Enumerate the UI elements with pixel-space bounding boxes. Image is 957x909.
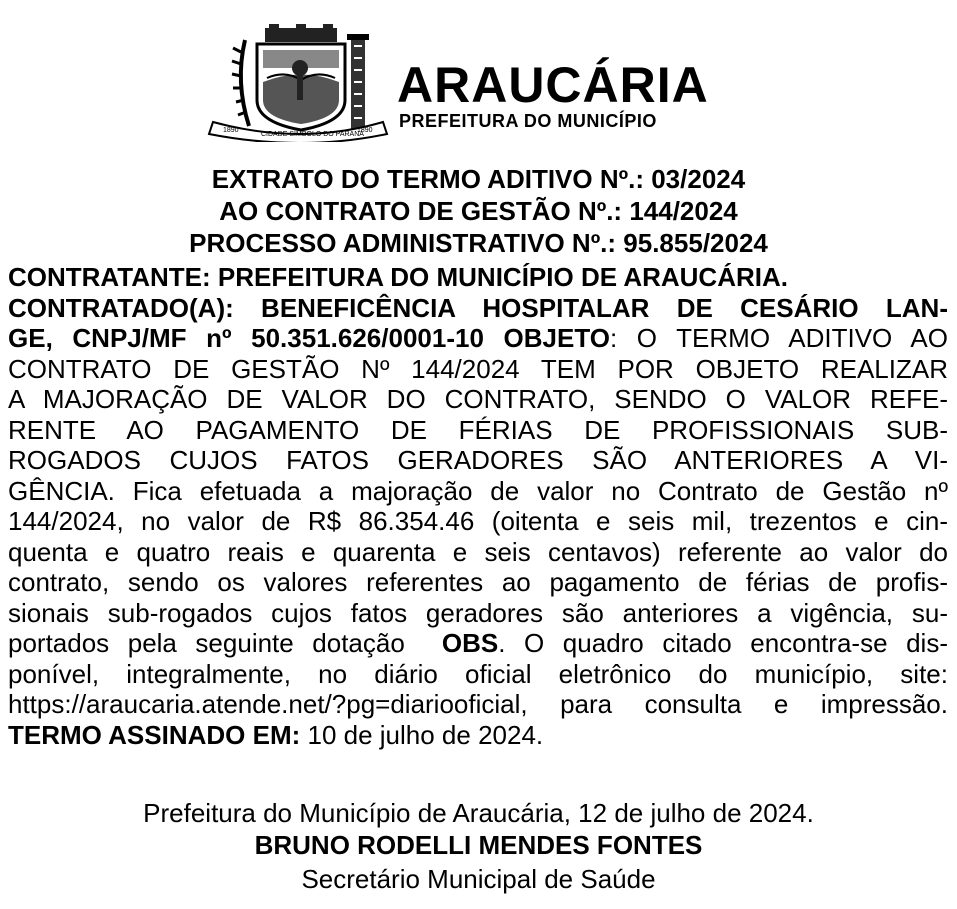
- svg-text:1890: 1890: [223, 127, 239, 134]
- coat-of-arms-icon: [205, 22, 390, 142]
- contratado-line: CONTRATADO(A): BENEFICÊNCIA HOSPITALAR DE CESÁRIO LAN-: [8, 292, 948, 323]
- contratante-line: CONTRATANTE: PREFEITURA DO MUNICÍPIO DE ARAUCÁRIA.: [8, 262, 788, 292]
- body-line: GÊNCIA. Fica efetuada a majoração de valor no Contrato de Gestão nº: [8, 475, 948, 506]
- body-line: sionais sub-rogados cujos fatos geradores são anteriores a vigência, su-: [8, 597, 948, 628]
- body-line: contrato, sendo os valores referentes ao pagamento de férias de profis-: [8, 567, 948, 597]
- place-date: Prefeitura do Município de Araucária, 12 de julho de 2024.: [143, 798, 814, 828]
- brand-subtitle: PREFEITURA DO MUNICÍPIO: [399, 111, 657, 131]
- svg-text:CIDADE SÍMBOLO DO PARANÁ: CIDADE SÍMBOLO DO PARANÁ: [261, 131, 364, 138]
- body-line: ROGADOS CUJOS FATOS GERADORES SÃO ANTERIORES A VI-: [8, 445, 948, 475]
- cnpj-line: GE, CNPJ/MF nº 50.351.626/0001-10 OBJETO: O TERMO ADITIVO AO: [8, 323, 948, 353]
- body-line: quenta e quatro reais e quarenta e seis centavos) referente ao valor do: [8, 536, 948, 567]
- body-line: 144/2024, no valor de R$ 86.354.46 (oitenta e seis mil, trezentos e cin-: [8, 506, 948, 536]
- brand-title: ARAUCÁRIA: [397, 57, 709, 113]
- url-line: https://araucaria.atende.net/?pg=diariooficial, para consulta e impressão.: [8, 689, 948, 719]
- header: [205, 22, 745, 144]
- body-line: A MAJORAÇÃO DE VALOR DO CONTRATO, SENDO O VALOR REFE-: [8, 384, 948, 414]
- signed-line: TERMO ASSINADO EM: 10 de julho de 2024.: [8, 719, 544, 750]
- document-body: [8, 262, 948, 750]
- obs-line: portados pela seguinte dotação OBS. O quadro citado encontra-se dis-: [8, 628, 948, 658]
- title-extrato: EXTRATO DO TERMO ADITIVO Nº.: 03/2024: [211, 164, 746, 194]
- title-contrato: AO CONTRATO DE GESTÃO Nº.: 144/2024: [219, 196, 738, 226]
- body-line: RENTE AO PAGAMENTO DE FÉRIAS DE PROFISSIONAIS SUB-: [8, 414, 948, 445]
- body-line: ponível, integralmente, no diário oficial eletrônico do município, site:: [8, 658, 948, 689]
- signer-name: BRUNO RODELLI MENDES FONTES: [254, 830, 703, 860]
- title-processo: PROCESSO ADMINISTRATIVO Nº.: 95.855/2024: [189, 228, 768, 258]
- svg-text:1890: 1890: [357, 127, 373, 134]
- body-line: CONTRATO DE GESTÃO Nº 144/2024 TEM POR OBJETO REALIZAR: [8, 353, 948, 384]
- signer-role: Secretário Municipal de Saúde: [301, 864, 656, 894]
